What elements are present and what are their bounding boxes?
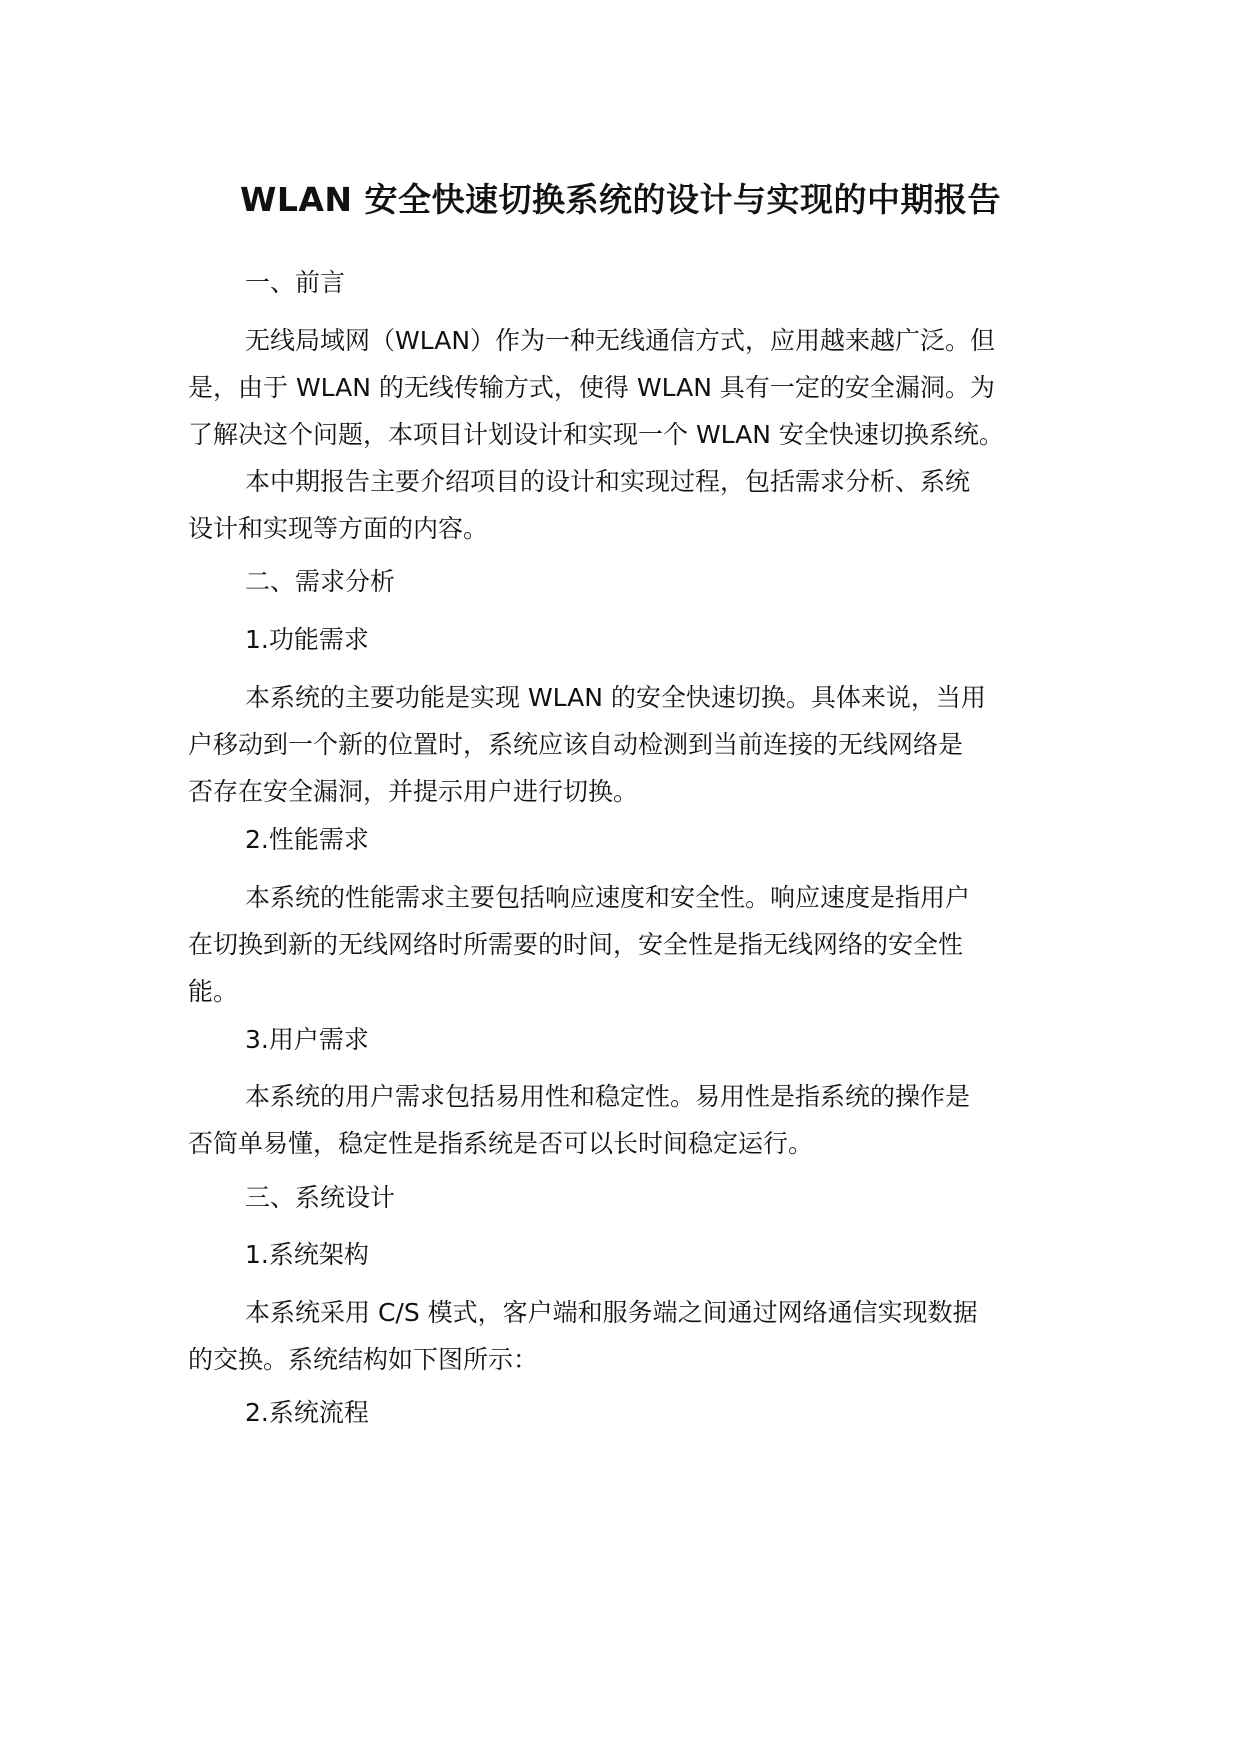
- paragraph-functional-requirements: 本系统的主要功能是实现 WLAN 的安全快速切换。具体来说，当用 户移动到一个新的位置时，系统应该自动检测到当前连接的无线网络是 否存在安全漏洞，并提示用户进行切换。: [188, 683, 986, 806]
- section-heading-system-design: 三、系统设计: [245, 1183, 396, 1212]
- paragraph-intro: 无线局域网（WLAN）作为一种无线通信方式，应用越来越广泛。但 是，由于 WLAN 的无线传输方式，使得 WLAN 具有一定的安全漏洞。为 了解决这个问题，本项目计划设计和实现一个 WLAN 安全快速切换系统。: [188, 326, 1004, 449]
- section-heading-preface: 一、前言: [245, 268, 346, 297]
- subheading-functional-requirements: 1.功能需求: [245, 625, 369, 654]
- paragraph-system-architecture: 本系统采用 C/S 模式，客户端和服务端之间通过网络通信实现数据 的交换。系统结构如下图所示：: [188, 1298, 978, 1374]
- subheading-user-requirements: 3.用户需求: [245, 1025, 369, 1054]
- paragraph-performance-requirements: 本系统的性能需求主要包括响应速度和安全性。响应速度是指用户 在切换到新的无线网络时所需要的时间，安全性是指无线网络的安全性 能。: [188, 883, 971, 1006]
- subheading-system-architecture: 1.系统架构: [245, 1240, 369, 1269]
- subheading-system-flow: 2.系统流程: [245, 1398, 369, 1427]
- paragraph-user-requirements: 本系统的用户需求包括易用性和稳定性。易用性是指系统的操作是 否简单易懂，稳定性是指系统是否可以长时间稳定运行。: [188, 1082, 971, 1158]
- paragraph-report-scope: 本中期报告主要介绍项目的设计和实现过程，包括需求分析、系统 设计和实现等方面的内容。: [188, 467, 971, 543]
- subheading-performance-requirements: 2.性能需求: [245, 825, 369, 854]
- document-title: WLAN 安全快速切换系统的设计与实现的中期报告: [239, 180, 1002, 219]
- section-heading-requirements: 二、需求分析: [245, 567, 396, 596]
